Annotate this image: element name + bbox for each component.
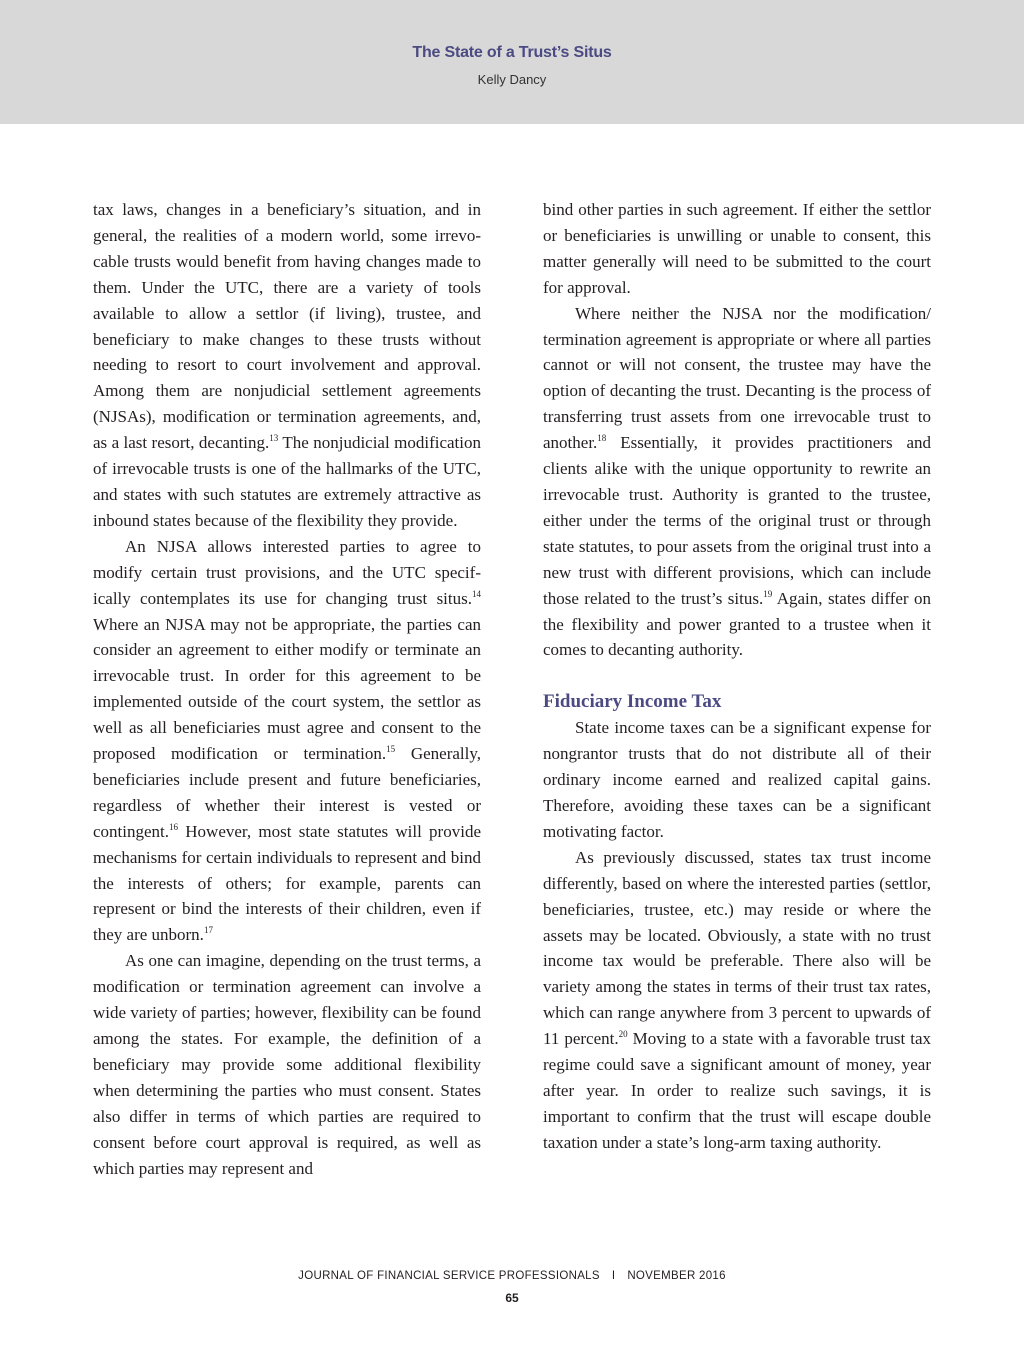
footer-separator: I	[611, 1270, 616, 1282]
paragraph: An NJSA allows interested parties to agree to modify certain trust provisions, and the UTC specifically contemplates its use for changing trust situs.$^{14}$ Where an NJSA may not be appropriate, the parties can consider an agreement to either modify or terminate an irrevocable trust. In order for this agreement to be implemented outside of the court system, the settlor as well as all beneficiaries must agree and consent to the proposed modification or termination.$^{15}$ Generally, beneficiaries include present and future beneficiaries, regardless of whether their interest is vested or contingent.$^{16}$ However, most state statutes will provide mechanisms for certain individuals to represent and bind the interests of others; for example, parents can represent or bind the interests of their children, even if they are unborn.$^{17}$	[93, 536, 482, 945]
footnote-ref: 17	[203, 925, 213, 936]
footnote-ref: 15	[386, 744, 396, 755]
footnote-ref: 14	[472, 588, 481, 599]
paragraph: tax laws, changes in a beneficiary’s situation, and in general, the realities of a modern world, some irrevocable trusts would benefit from having changes made to them. Under the UTC, there are a variety of tools available to allow a settlor (if living), trustee, and beneficiary to make changes to these trusts without needing to resort to court involvement and approval. Among them are nonjudicial settlement agreements (NJSAs), modification or termination agreements, and, as a last resort, decanting.$^{13}$ The nonjudicial modification of irrevocable trusts is one of the hallmarks of the UTC, and states with such statutes are extremely attractive as inbound states because of the flexibility they provide.	[93, 200, 481, 530]
section-heading: Fiduciary Income Tax	[543, 691, 722, 713]
paragraph: As one can imagine, depending on the trust terms, a modification or termination agreement can involve a wide variety of parties; however, flexibility can be found among the states. For example, the definition of a beneficiary may provide some additional flexibility when determining the parties who must consent. States also differ in terms of which parties are required to consent before court approval is required, as well as which parties may represent and	[93, 951, 481, 1178]
page-number: 65	[505, 1291, 519, 1305]
footnote-ref: 18	[597, 433, 607, 444]
paragraph: As previously discussed, states tax trust income differently, based on where the interested parties (settlor, beneficiaries, trustee, etc.) may reside or where the assets may be located. Obviously, a state with no trust income tax would be preferable. There also will be variety among the states in terms of their trust tax rates, which can range anywhere from 3 percent to upwards of 11 percent.$^{20}$ Moving to a state with a favorable trust tax regime could save a significant amount of money, year after year. In order to realize such savings, it is important to confirm that the trust will escape double taxation under a state’s long-arm taxing authority.	[543, 847, 932, 1152]
footnote-ref: 19	[763, 588, 773, 599]
running-footer	[0, 1270, 1024, 1282]
footnote-ref: 16	[169, 821, 179, 832]
issue-date: NOVEMBER 2016	[627, 1270, 726, 1282]
left-column	[93, 197, 481, 1181]
footnote-ref: 13	[269, 433, 279, 444]
right-column	[543, 197, 931, 1156]
paragraph: bind other parties in such agreement. If either the settlor or beneficiaries is unwilling or unable to consent, this matter generally will need to be submitted to the court for approval.	[543, 200, 931, 297]
article-author: Kelly Dancy	[477, 72, 547, 87]
paragraph: Where neither the NJSA nor the modification/ termination agreement is appropriate or where all parties cannot or will not consent, the trustee may have the option of decanting the trust. Decanting is the process of transferring trust assets from one irrevocable trust to another.$^{18}$ Essentially, it provides practitioners and clients alike with the unique opportunity to rewrite an irrevocable trust. Authority is granted to the trustee, either under the terms of the original trust or through state statutes, to pour assets from the original trust into a new trust with different provisions, which can include those related to the trust’s situs.$^{19}$ Again, states differ on the flexibility and power granted to a trustee when it comes to decanting authority.	[543, 303, 931, 660]
footnote-ref: 20	[618, 1029, 628, 1040]
article-title: The State of a Trust’s Situs	[412, 44, 612, 61]
paragraph: State income taxes can be a significant expense for nongrantor trusts that do not distribute all of their ordinary income earned and realized capital gains. Therefore, avoiding these taxes can be a significant motivating factor.	[543, 718, 931, 841]
journal-name: JOURNAL OF FINANCIAL SERVICE PROFESSIONALS	[298, 1270, 600, 1282]
running-header	[0, 0, 1024, 124]
